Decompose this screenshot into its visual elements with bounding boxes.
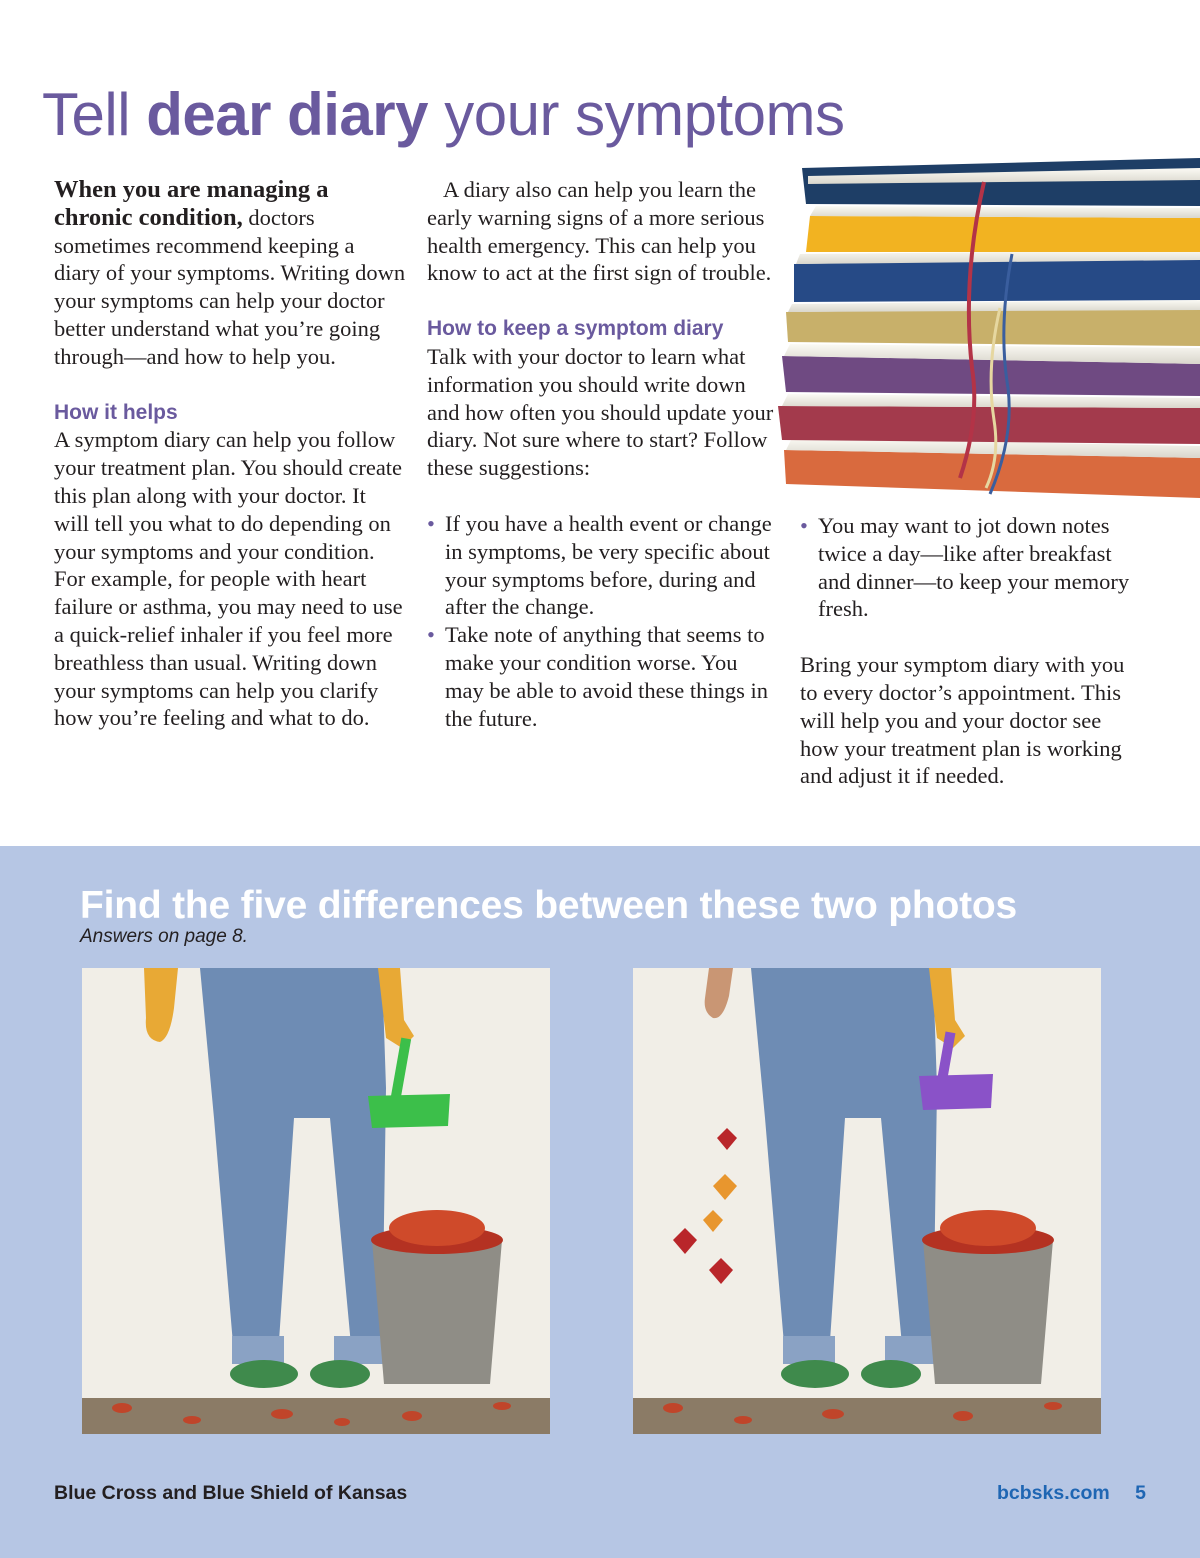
suggestion-item: • You may want to jot down notes twice a day—like after breakfast and dinner—to keep your memory fresh. [800, 512, 1145, 623]
warning-paragraph: A diary also can help you learn the early warning signs of a more serious health emergency. This can help you know to act at the first sign of trouble. [427, 177, 772, 286]
intro-lead: When you are managing a chronic condition, [54, 176, 329, 231]
intro-paragraph [54, 176, 406, 371]
article-column-1 [54, 176, 406, 732]
suggestion-item: • If you have a health event or change in symptoms, be very specific about your symptoms before, during and after the change. [427, 510, 779, 621]
suggestion-list-continued [800, 512, 1145, 623]
page-number: 5 [1135, 1482, 1146, 1504]
article-column-3 [800, 512, 1145, 790]
keep-diary-paragraph: Talk with your doctor to learn what information you should write down and how often you should update your diary. Not sure where to start? Follow these suggestions: [427, 343, 774, 481]
title-part1: Tell [42, 81, 147, 148]
article-column-2 [427, 176, 779, 732]
puzzle-title: Find the five differences between these two photos [80, 884, 1017, 927]
notebook-stack-image [772, 158, 1200, 510]
title-bold: dear diary [146, 81, 429, 148]
closing-paragraph: Bring your symptom diary with you to every doctor’s appointment. This will help you and your doctor see how your treatment plan is working and adjust it if needed. [800, 652, 1125, 789]
footer-right [997, 1482, 1146, 1505]
puzzle-photo-left [82, 968, 550, 1434]
suggestion-item: • Take note of anything that seems to make your condition worse. You may be able to avoid these things in the future. [427, 621, 779, 732]
puzzle-answers-note: Answers on page 8. [80, 926, 248, 947]
intro-rest: doctors sometimes recommend keeping a diary of your symptoms. Writing down your symptoms can help your doctor better understand what you’re going through—and how to help you. [54, 204, 406, 369]
keep-diary-heading: How to keep a symptom diary [427, 317, 724, 341]
footer-website-link[interactable]: bcbsks.com [997, 1482, 1110, 1504]
footer-organization: Blue Cross and Blue Shield of Kansas [54, 1482, 408, 1504]
title-part2: your symptoms [428, 81, 845, 148]
suggestion-list [427, 510, 779, 732]
puzzle-section [0, 846, 1200, 1558]
how-it-helps-heading: How it helps [54, 400, 178, 424]
puzzle-photo-right [633, 968, 1101, 1434]
page-title [42, 80, 844, 149]
how-it-helps-paragraph: A symptom diary can help you follow your treatment plan. You should create this plan along with your doctor. It will tell you what to do depending on your symptoms and your condition. For example, for people with heart failure or asthma, you may need to use a quick-relief inhaler if you feel more breathless than usual. Writing down your symptoms can help you clarify how you’re feeling and what to do. [54, 427, 403, 731]
